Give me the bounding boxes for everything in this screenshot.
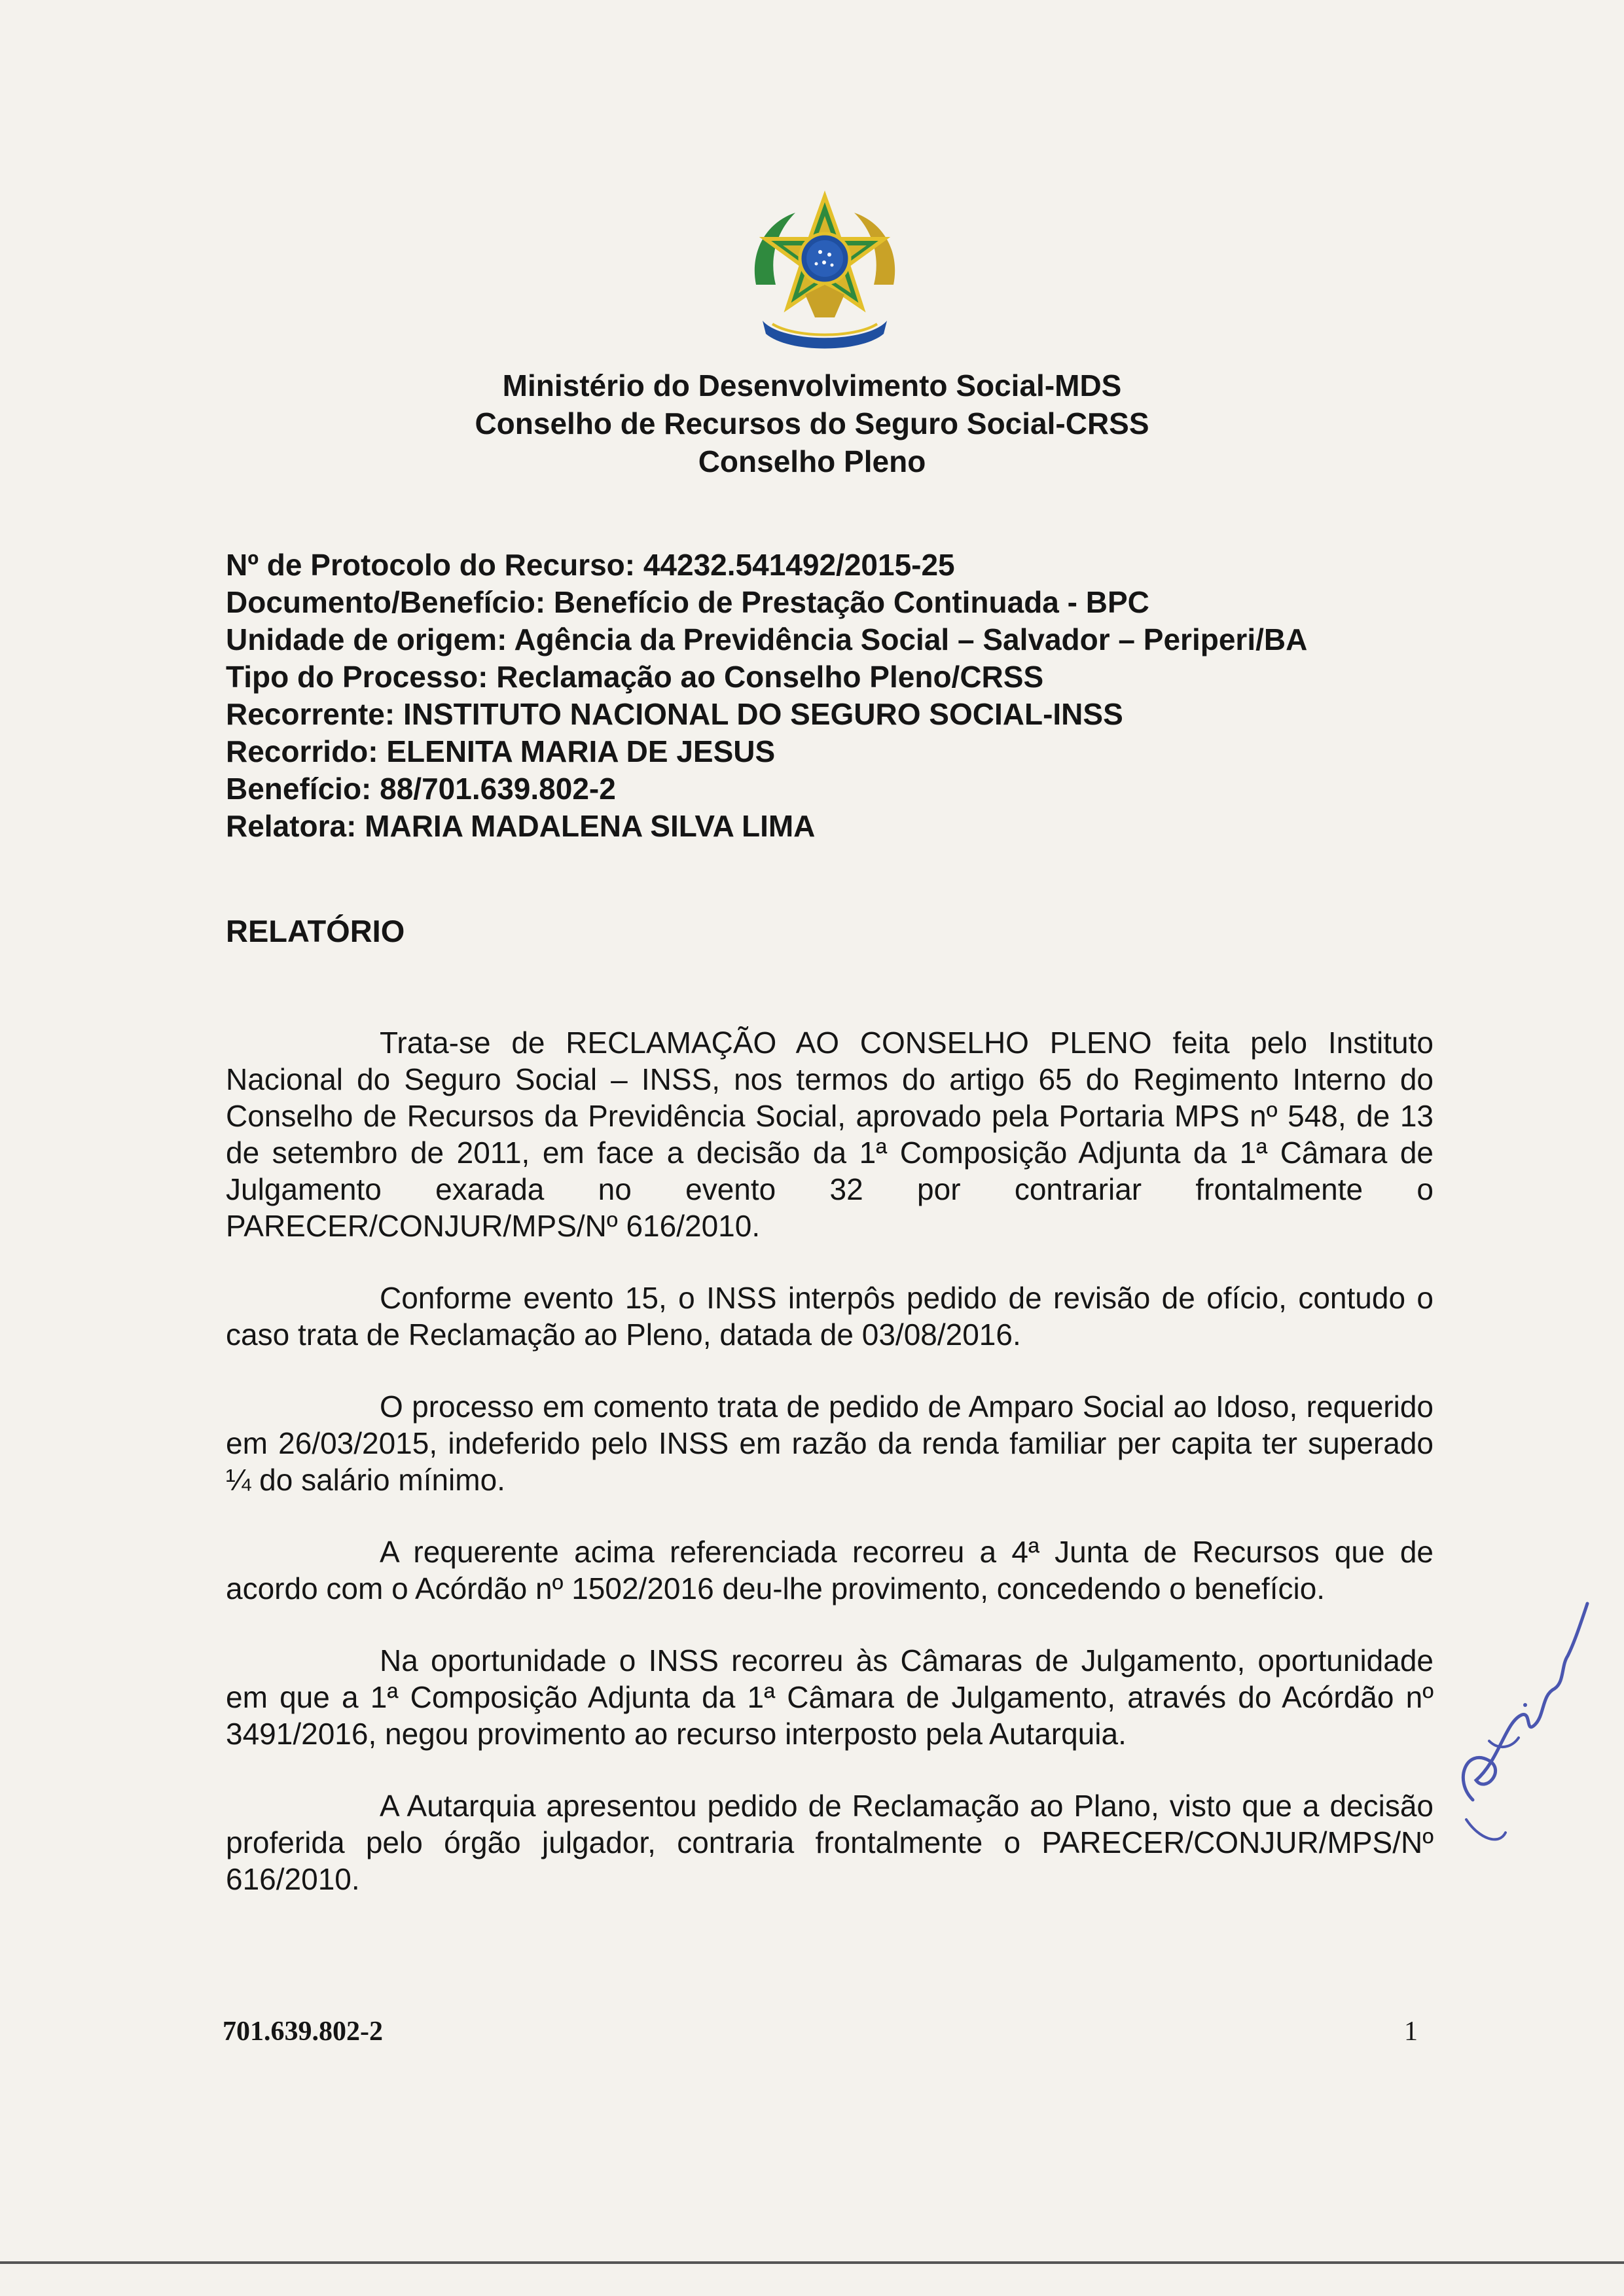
page-number: 1 bbox=[1404, 2017, 1418, 2047]
origin-unit: Unidade de origem: Agência da Previdência Social – Salvador – Periperi/BA bbox=[226, 622, 1308, 656]
paragraph: Trata-se de RECLAMAÇÃO AO CONSELHO PLENO feita pelo Instituto Nacional do Seguro Social – INSS, nos termos do artigo 65 do Regimento Interno do Conselho de Recursos da Previdência Social, aprovado pela Portaria MPS nº 548, de 13 de setembro de 2011, em face a decisão da 1ª Composição Adjunta da 1ª Câmara de Julgamento exarada no evento 32 por contrariar frontalmente o PARECER/CONJUR/MPS/Nº 616/2010. bbox=[226, 1026, 1434, 1243]
brazil-coat-of-arms-icon bbox=[736, 187, 913, 363]
header bbox=[0, 367, 1624, 480]
document-benefit: Documento/Benefício: Benefício de Prestação Continuada - BPC bbox=[226, 585, 1149, 619]
ministry-name: Ministério do Desenvolvimento Social-MDS bbox=[502, 368, 1122, 403]
paragraph: Na oportunidade o INSS recorreu às Câmaras de Julgamento, oportunidade em que a 1ª Composição Adjunta da 1ª Câmara de Julgamento, através do Acórdão nº 3491/2016, negou provimento ao recurso interposto pela Autarquia. bbox=[226, 1643, 1434, 1751]
benefit-number: Benefício: 88/701.639.802-2 bbox=[226, 772, 616, 806]
process-type: Tipo do Processo: Reclamação ao Conselho Pleno/CRSS bbox=[226, 660, 1044, 694]
council-name: Conselho de Recursos do Seguro Social-CRSS bbox=[475, 406, 1149, 440]
paragraph: O processo em comento trata de pedido de Amparo Social ao Idoso, requerido em 26/03/2015, indeferido pelo INSS em razão da renda familiar per capita ter superado ¼ do salário mínimo. bbox=[226, 1390, 1434, 1497]
paragraph: Conforme evento 15, o INSS interpôs pedido de revisão de ofício, contudo o caso trata de Reclamação ao Pleno, datada de 03/08/2016. bbox=[226, 1281, 1434, 1352]
board-name: Conselho Pleno bbox=[698, 444, 926, 478]
appellee: Recorrido: ELENITA MARIA DE JESUS bbox=[226, 734, 776, 768]
paragraph: A requerente acima referenciada recorreu a 4ª Junta de Recursos que de acordo com o Acórdão nº 1502/2016 deu-lhe provimento, concedendo o benefício. bbox=[226, 1535, 1434, 1605]
protocol-number: Nº de Protocolo do Recurso: 44232.541492/2015-25 bbox=[226, 548, 955, 582]
handwritten-signature-icon bbox=[1427, 1584, 1597, 1859]
section-title: RELATÓRIO bbox=[226, 914, 405, 948]
paragraph: A Autarquia apresentou pedido de Reclamação ao Plano, visto que a decisão proferida pelo órgão julgador, contraria frontalmente o PARECER/CONJUR/MPS/Nº 616/2010. bbox=[226, 1789, 1434, 1896]
report-body bbox=[226, 1024, 1434, 1933]
footer-document-id: 701.639.802-2 bbox=[223, 2017, 383, 2047]
divider bbox=[0, 2261, 1624, 2264]
rapporteur: Relatora: MARIA MADALENA SILVA LIMA bbox=[226, 809, 816, 843]
case-metadata bbox=[226, 547, 1470, 845]
appellant: Recorrente: INSTITUTO NACIONAL DO SEGURO SOCIAL-INSS bbox=[226, 697, 1123, 731]
